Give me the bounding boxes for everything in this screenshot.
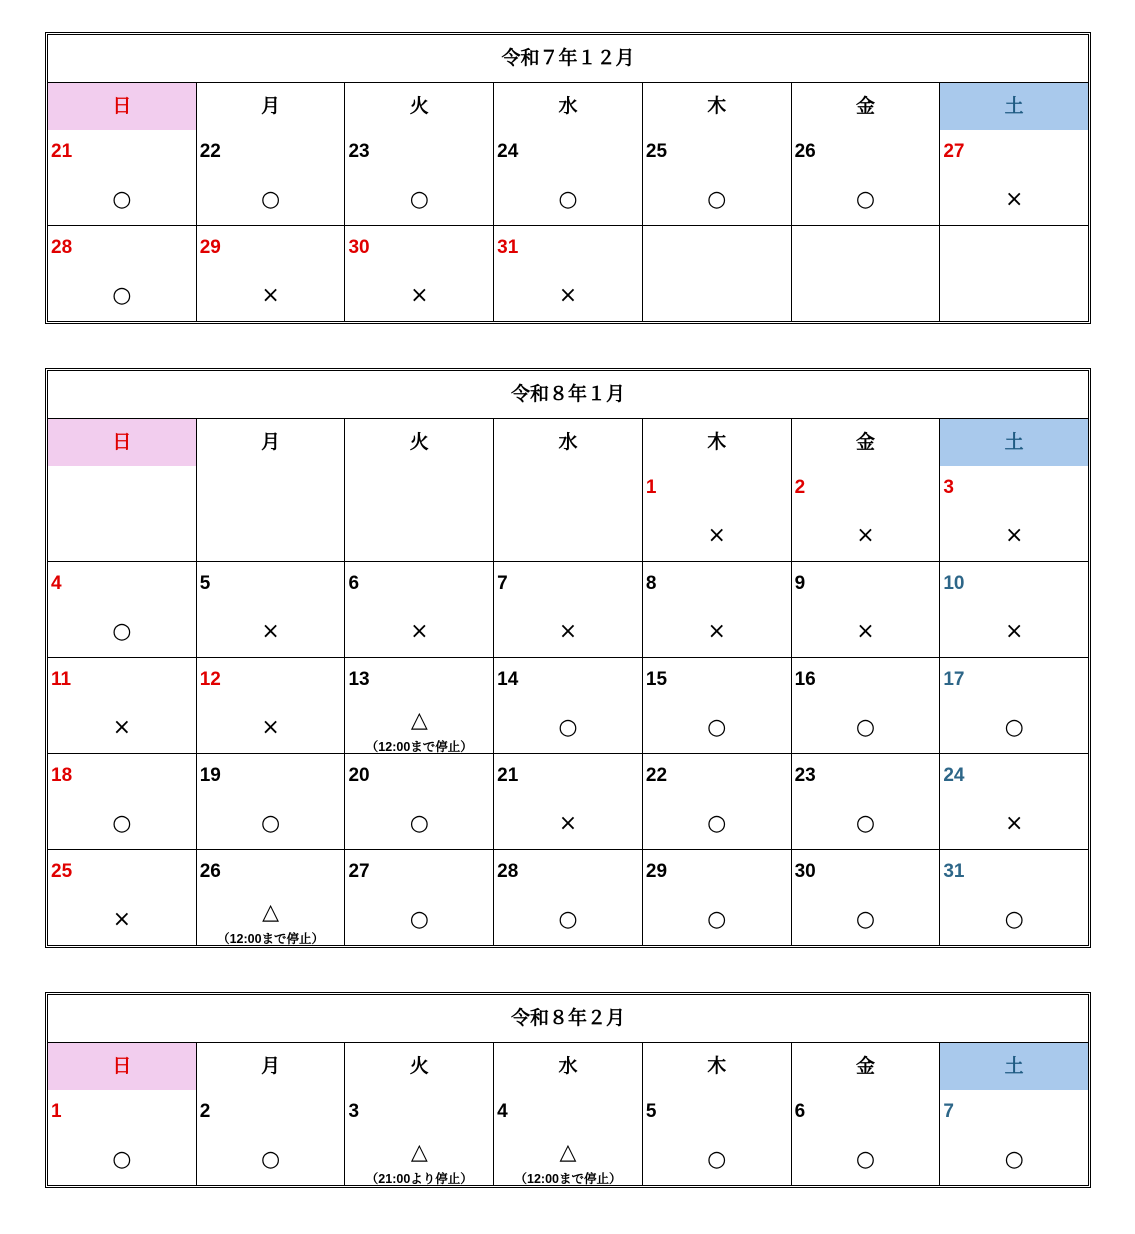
weekday-thursday: 木 [643,419,792,466]
day-cell [345,130,494,225]
status-mark: ○ [260,187,281,212]
day-number: 19 [199,765,221,786]
day-cell [643,226,792,321]
status-mark: ○ [558,715,578,740]
status-mark: ○ [855,715,876,740]
day-cell [940,226,1088,321]
weekday-header [48,83,1088,130]
calendar-title: 令和８年１月 [48,371,1088,419]
status-mark: ○ [855,811,876,836]
status-mark: × [261,619,280,644]
day-cell [494,850,643,945]
day-number: 1 [51,1101,62,1122]
day-number: 12 [199,669,221,690]
day-cell [197,1090,346,1185]
day-cell [197,850,346,945]
weekday-thursday: 木 [643,1043,792,1090]
status-mark: × [856,523,875,548]
day-number: 27 [348,861,370,882]
week-row [48,849,1088,945]
day-cell [792,658,941,753]
day-number: 20 [348,765,370,786]
day-cell [940,562,1088,657]
day-number: 24 [943,765,965,786]
day-cell [494,1090,643,1185]
day-number: 4 [497,1101,508,1122]
status-mark: ○ [707,715,727,740]
day-number: 22 [645,765,668,786]
weekday-monday: 月 [197,419,346,466]
day-number: 23 [794,765,816,786]
day-cell [197,226,346,321]
day-cell [345,562,494,657]
status-mark: × [112,907,132,932]
week-row [48,466,1088,561]
status-mark: × [856,619,875,644]
weekday-header [48,419,1088,466]
day-cell [345,850,494,945]
status-mark: ○ [260,1147,281,1172]
day-number: 21 [497,765,519,786]
calendar-title: 令和８年２月 [48,995,1088,1043]
weekday-tuesday: 火 [345,419,494,466]
week-row [48,561,1088,657]
day-cell [494,226,643,321]
weekday-friday: 金 [792,419,941,466]
day-number: 29 [199,237,221,258]
day-cell [48,466,197,561]
status-mark: × [261,283,280,308]
day-cell [197,754,346,849]
status-mark: ○ [1004,907,1024,932]
day-cell [345,1090,494,1185]
status-note: （21:00より停止） [365,1172,473,1186]
status-mark: × [558,283,578,308]
day-number: 22 [199,141,221,162]
weekday-tuesday: 火 [345,1043,494,1090]
day-cell [494,658,643,753]
status-mark: ○ [558,907,578,932]
day-number: 30 [348,237,370,258]
status-note: （12:00まで停止） [365,740,473,754]
day-cell [940,1090,1088,1185]
day-number: 24 [497,141,519,162]
day-number: 31 [497,237,519,258]
status-mark: ○ [707,811,727,836]
day-cell [345,466,494,561]
day-cell [643,130,792,225]
day-number: 4 [51,573,62,594]
status-mark: ○ [707,187,727,212]
status-mark: × [1004,811,1024,836]
day-number: 13 [348,669,370,690]
status-mark: × [410,619,429,644]
status-mark: ○ [112,1147,132,1172]
status-mark: ○ [112,811,132,836]
day-cell [643,850,792,945]
day-cell [792,850,941,945]
weekday-wednesday: 水 [494,1043,643,1090]
day-cell [643,658,792,753]
day-number: 21 [51,141,73,162]
day-number: 7 [497,573,508,594]
status-mark: × [558,811,578,836]
day-number: 25 [645,141,668,162]
calendar-january [45,368,1091,948]
week-row [48,130,1088,225]
day-number: 25 [51,861,73,882]
day-number: 3 [943,477,954,498]
day-number: 9 [794,573,806,594]
day-cell [940,850,1088,945]
day-number: 6 [794,1101,806,1122]
day-cell [792,226,941,321]
weekday-monday: 月 [197,83,346,130]
weekday-friday: 金 [792,1043,941,1090]
status-mark: × [261,715,280,740]
week-row [48,657,1088,753]
day-cell [643,466,792,561]
status-mark: ○ [707,1147,727,1172]
status-mark: × [410,283,429,308]
status-mark: ○ [1004,1147,1024,1172]
weekday-sunday: 日 [48,419,197,466]
day-cell [643,562,792,657]
day-number: 1 [645,477,657,498]
day-cell [494,466,643,561]
day-cell [48,130,197,225]
status-note: （12:00まで停止） [514,1172,622,1186]
status-mark: ○ [707,907,727,932]
status-mark: × [1004,619,1024,644]
day-number: 5 [645,1101,657,1122]
weekday-header [48,1043,1088,1090]
day-cell [940,754,1088,849]
weekday-wednesday: 水 [494,83,643,130]
day-number: 18 [51,765,73,786]
weekday-sunday: 日 [48,1043,197,1090]
day-cell [940,466,1088,561]
day-number: 30 [794,861,816,882]
status-mark: △ [559,1140,577,1165]
weekday-monday: 月 [197,1043,346,1090]
day-number: 14 [497,669,519,690]
day-number: 10 [943,573,965,594]
status-mark: × [1004,187,1024,212]
day-number: 3 [348,1101,360,1122]
week-row [48,753,1088,849]
calendar-weeks [48,1090,1088,1185]
day-cell [48,226,197,321]
calendar-february [45,992,1091,1188]
day-cell [48,658,197,753]
day-number: 2 [794,477,806,498]
status-mark: ○ [855,907,876,932]
day-cell [940,130,1088,225]
status-mark: ○ [409,907,429,932]
day-cell [197,466,346,561]
day-number: 8 [645,573,657,594]
status-mark: ○ [112,619,132,644]
day-cell [197,658,346,753]
calendar-title: 令和７年１２月 [48,35,1088,83]
day-cell [792,1090,941,1185]
weekday-wednesday: 水 [494,419,643,466]
day-cell [345,658,494,753]
day-cell [48,850,197,945]
day-number: 11 [51,669,72,690]
day-cell [792,562,941,657]
weekday-saturday: 土 [940,1043,1088,1090]
day-number: 16 [794,669,816,690]
day-cell [345,754,494,849]
day-number: 6 [348,573,360,594]
day-cell [643,1090,792,1185]
day-cell [197,562,346,657]
day-cell [48,562,197,657]
weekday-thursday: 木 [643,83,792,130]
weekday-tuesday: 火 [345,83,494,130]
calendar-weeks [48,130,1088,321]
day-number: 5 [199,573,211,594]
status-mark: ○ [112,187,132,212]
status-mark: ○ [1004,715,1024,740]
status-mark: × [707,619,726,644]
status-note: （12:00まで停止） [217,932,325,946]
day-number: 29 [645,861,668,882]
day-number: 26 [199,861,221,882]
day-number: 2 [199,1101,211,1122]
weekday-sunday: 日 [48,83,197,130]
weekday-saturday: 土 [940,83,1088,130]
status-mark: × [558,619,578,644]
status-mark: ○ [558,187,578,212]
day-cell [494,754,643,849]
calendar-december [45,32,1091,324]
day-number: 7 [943,1101,954,1122]
day-number: 28 [51,237,73,258]
status-mark: ○ [409,811,429,836]
day-number: 28 [497,861,519,882]
status-mark: △ [262,900,280,925]
status-mark: ○ [855,187,876,212]
week-row [48,225,1088,321]
day-cell [48,754,197,849]
calendar-weeks [48,466,1088,945]
status-mark: △ [410,708,428,733]
status-mark: ○ [409,187,429,212]
day-cell [48,1090,197,1185]
day-cell [494,562,643,657]
day-number: 27 [943,141,965,162]
status-mark: × [1004,523,1024,548]
day-number: 23 [348,141,370,162]
day-cell [792,754,941,849]
weekday-friday: 金 [792,83,941,130]
day-cell [792,130,941,225]
weekday-saturday: 土 [940,419,1088,466]
week-row [48,1090,1088,1185]
status-mark: × [112,715,132,740]
status-mark: ○ [855,1147,876,1172]
status-mark: △ [410,1140,428,1165]
day-cell [940,658,1088,753]
day-cell [792,466,941,561]
status-mark: ○ [112,283,132,308]
day-number: 31 [943,861,965,882]
day-cell [643,754,792,849]
day-number: 15 [645,669,668,690]
day-number: 26 [794,141,816,162]
day-number: 17 [943,669,965,690]
day-cell [494,130,643,225]
status-mark: × [707,523,726,548]
day-cell [197,130,346,225]
day-cell [345,226,494,321]
status-mark: ○ [260,811,281,836]
